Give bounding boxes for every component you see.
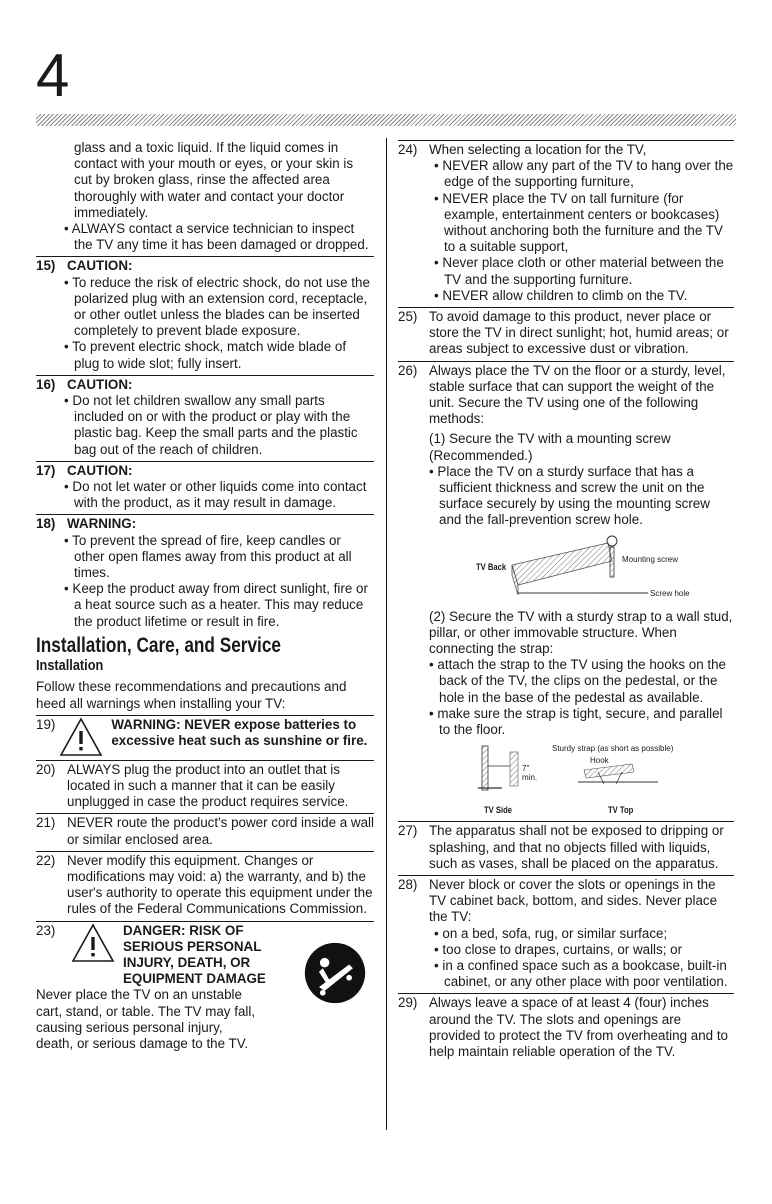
item-text: When selecting a location for the TV,	[429, 142, 647, 157]
bullet: • in a confined space such as a bookcase, built-in cabinet, or any other place with poor ventilation.	[434, 957, 728, 990]
item-text-part: Never place the TV on an unstable cart, stand, or table. The TV may fall, causing serious personal injury, death, or serious damage to the TV.	[36, 987, 256, 1051]
mounting-screw-figure	[398, 535, 734, 605]
bullet: • To reduce the risk of electric shock, do not use the polarized plug with an extension cord, receptacle, or other outlet unless the blades can be inserted completely to prevent blade exposure.	[64, 274, 370, 339]
bullet: • NEVER place the TV on tall furniture (for example, entertainment centers or bookcases) without anchoring both the furniture and the TV to a suitable support,	[434, 190, 723, 255]
fig-label-tv-top: TV Top	[608, 805, 634, 816]
strap-figure	[398, 742, 734, 818]
item-24	[398, 140, 734, 304]
item-26	[398, 361, 734, 819]
fig-label-screw-hole: Screw hole	[650, 588, 690, 598]
item-text: To avoid damage to this product, never place or store the TV in direct sunlight; hot, humid areas; or areas subject to excessive dust or vibration.	[429, 309, 729, 357]
intro-paragraph: glass and a toxic liquid. If the liquid comes in contact with your mouth or eyes, or your skin is cut by broken glass, rinse the affected area thoroughly with water and contact your doctor immediately.	[74, 140, 354, 220]
subsection-title: Installation	[36, 657, 104, 675]
item-number: 17)	[36, 462, 56, 478]
item-18	[36, 514, 374, 629]
fig-label-hook: Hook	[590, 756, 609, 766]
item-29	[398, 993, 734, 1060]
bullet: • NEVER allow children to climb on the TV.	[434, 287, 688, 303]
item-text: Always leave a space of at least 4 (four) inches around the TV. The slots and openings are provided to protect the TV from overheating and to help maintain reliable operation of the TV.	[429, 995, 728, 1059]
warning-triangle-icon	[59, 717, 103, 757]
bullet: • Do not let children swallow any small parts included on or with the product or play with the plastic bag. Keep the small parts and the plastic bag out of the reach of children.	[64, 393, 358, 457]
item-number: 18)	[36, 516, 56, 532]
warning-triangle-icon	[71, 923, 115, 963]
item-20	[36, 760, 374, 811]
bullet: • Do not let water or other liquids come into contact with the product, as it may result in damage.	[64, 479, 367, 511]
item-number: 24)	[398, 142, 418, 157]
item-text: NEVER route the product's power cord inside a wall or similar enclosed area.	[67, 815, 374, 847]
left-column	[36, 140, 374, 1052]
item-28	[398, 875, 734, 990]
bullet: • make sure the strap is tight, secure, and parallel to the floor.	[429, 705, 723, 738]
bullet: • too close to drapes, curtains, or walls; or	[434, 941, 683, 957]
install-intro: Follow these recommendations and precautions and heed all warnings when installing your TV:	[36, 679, 347, 711]
item-heading: CAUTION:	[67, 258, 133, 274]
item-number: 28)	[398, 876, 418, 892]
bullet: • NEVER allow any part of the TV to hang over the edge of the supporting furniture,	[434, 158, 734, 190]
item-23	[36, 921, 374, 1053]
item-heading: CAUTION:	[67, 462, 133, 478]
bullet: • attach the strap to the TV using the hooks on the back of the TV, the clips on the pedestal, or the hole in the base of the pedestal as available.	[429, 657, 727, 705]
cart-tipover-warning-icon	[302, 940, 368, 1006]
method-2: (2) Secure the TV with a sturdy strap to a wall stud, pillar, or other immovable structure. When connecting the strap:	[429, 608, 733, 657]
right-column	[398, 140, 734, 1060]
item-number: 23)	[36, 922, 56, 938]
method-1: (1) Secure the TV with a mounting screw (Recommended.)	[429, 431, 671, 463]
item-number: 22)	[36, 852, 56, 868]
item-19	[36, 715, 374, 757]
item-number: 29)	[398, 995, 418, 1011]
item-heading: CAUTION:	[67, 376, 133, 392]
bullet: • Never place cloth or other material between the TV and the supporting furniture.	[434, 255, 724, 287]
item-text: The apparatus shall not be exposed to dripping or splashing, and that no objects filled with liquids, such as vases, shall be placed on the apparatus.	[429, 823, 724, 871]
fig-label-tv-side: TV Side	[484, 805, 513, 816]
item-number: 20)	[36, 761, 56, 777]
intro-bullet: • ALWAYS contact a service technician to inspect the TV any time it has been damaged or dropped.	[64, 221, 369, 253]
header-band	[36, 114, 736, 126]
item-text: WARNING: NEVER expose batteries to excessive heat such as sunshine or fire.	[111, 716, 368, 748]
item-21	[36, 813, 374, 847]
fig-label-strap: Sturdy strap (as short as possible)	[552, 744, 674, 754]
item-heading: DANGER: RISK OF SERIOUS PERSONAL INJURY, DEATH, OR EQUIPMENT DAMAGE	[123, 922, 266, 987]
item-number: 27)	[398, 823, 418, 839]
item-17	[36, 461, 374, 512]
item-number: 26)	[398, 362, 418, 378]
bullet: • To prevent the spread of fire, keep candles or other open flames away from this product at all times.	[64, 532, 352, 581]
item-25	[398, 307, 734, 358]
strap-illustration	[398, 742, 734, 818]
item-text: Always place the TV on the floor or a sturdy, level, stable surface that can support the weight of the unit. Secure the TV using one of the following methods:	[429, 362, 726, 427]
bullet: • on a bed, sofa, rug, or similar surface;	[434, 925, 668, 941]
item-number: 25)	[398, 309, 418, 325]
item-number: 19)	[36, 716, 56, 732]
page-number: 4	[36, 42, 70, 109]
bullet: • Place the TV on a sturdy surface that has a sufficient thickness and screw the unit on the surface securely by using the mounting screw and the fall-prevention screw hole.	[429, 463, 710, 528]
item-22	[36, 851, 374, 918]
bullet: • To prevent electric shock, match wide blade of plug to wide slot; fully insert.	[64, 339, 347, 371]
item-27	[398, 821, 734, 872]
section-title: Installation, Care, and Service	[36, 633, 282, 657]
item-text: Never modify this equipment. Changes or modifications may void: a) the warranty, and b) the user's authority to operate this equipment under the rules of the Federal Communications Commission.	[67, 852, 373, 917]
item-text: Never block or cover the slots or openings in the TV cabinet back, bottom, and sides. Never place the TV:	[429, 876, 718, 925]
fig-label-min: 7" min.	[522, 764, 538, 783]
item-text: ALWAYS plug the product into an outlet that is located in such a manner that it can be easily unplugged in case the product requires service.	[67, 761, 349, 810]
item-heading: WARNING:	[67, 516, 137, 532]
fig-label-tv-back: TV Back	[476, 561, 507, 572]
item-number: 16)	[36, 376, 56, 392]
item-number: 15)	[36, 258, 56, 274]
item-number: 21)	[36, 815, 56, 831]
fig-label-mounting-screw: Mounting screw	[622, 554, 679, 564]
item-15	[36, 256, 374, 371]
bullet: • Keep the product away from direct sunlight, fire or a heat source such as a heater. This may reduce the product lifetime or result in fire.	[64, 581, 368, 629]
item-16	[36, 375, 374, 458]
column-divider	[386, 138, 387, 1130]
